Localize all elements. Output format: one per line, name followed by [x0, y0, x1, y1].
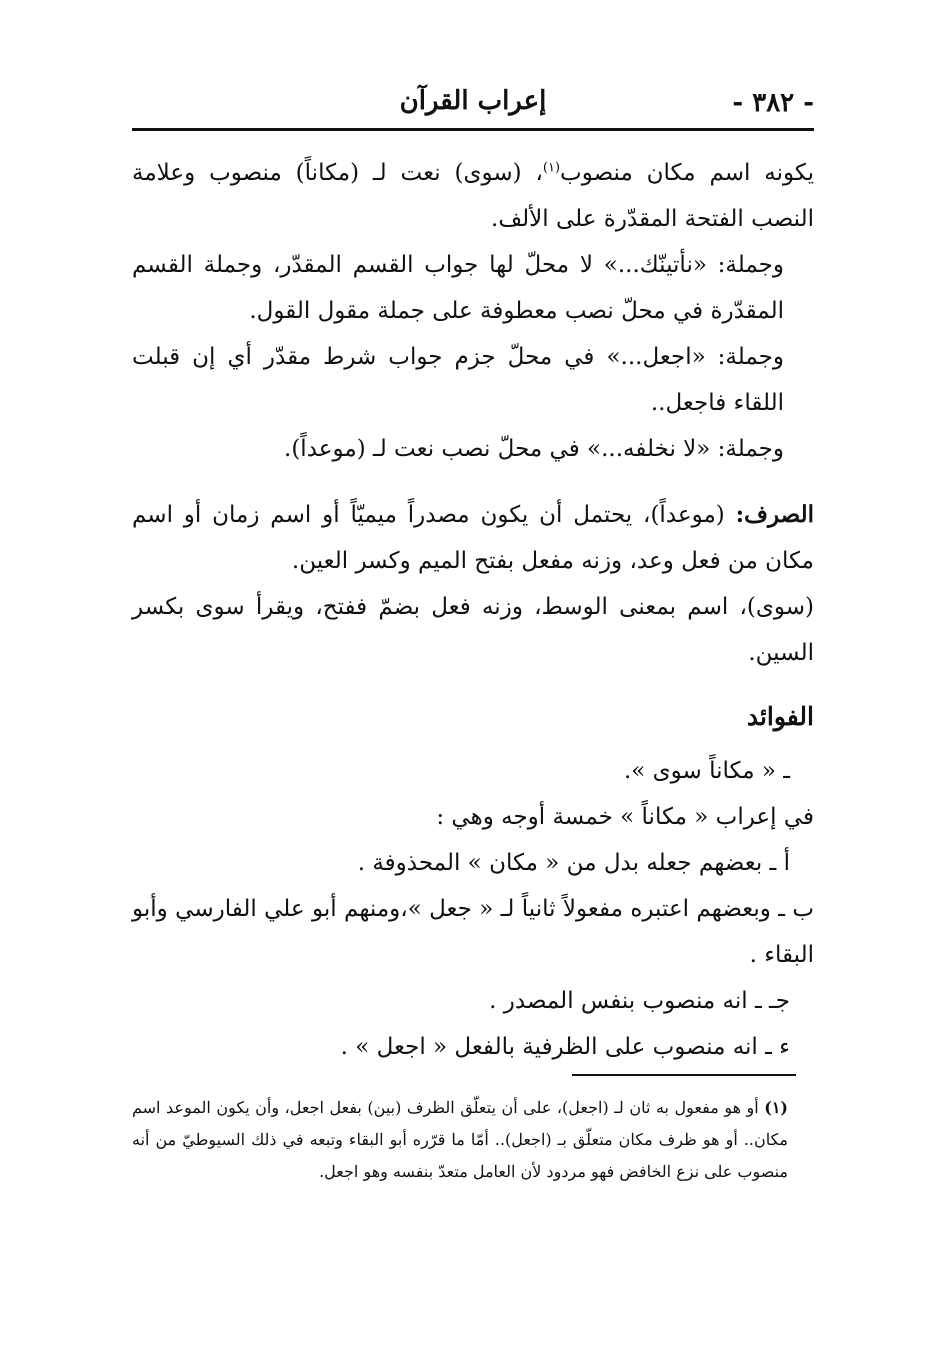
sarf-label: الصرف:	[735, 501, 814, 528]
paragraph-1-text: يكونه اسم مكان منصوب	[560, 160, 814, 186]
footnote-rule	[572, 1074, 796, 1076]
running-title: إعراب القرآن	[399, 86, 547, 116]
header-rule	[132, 128, 814, 131]
paragraph-6: (سوى)، اسم بمعنى الوسط، وزنه فعل بضمّ ففتح، ويقرأ سوى بكسر السين.	[132, 594, 814, 666]
footnote-marker: (١)	[764, 1098, 788, 1117]
paragraph-2: وجملة: «نأتينّك...» لا محلّ لها جواب القسم المقدّر، وجملة القسم المقدّرة في محلّ نصب معطوفة على جملة مقول القول.	[132, 252, 784, 324]
paragraph-4: وجملة: «لا نخلفه...» في محلّ نصب نعت لـ (موعداً).	[284, 436, 784, 462]
footnote-paragraph	[132, 1092, 814, 1188]
footnote-text: أو هو مفعول به ثان لـ (اجعل)، على أن يتعلّق الظرف (بين) بفعل اجعل، وأن يكون الموعد اسم مكان.. أو هو ظرف مكان متعلّق بـ (اجعل).. أمّا ما قرّره أبو البقاء وتبعه في ذلك السيوطيّ من أنه منصوب على نزع الخافض فهو مردود لأن العامل متعدّ بنفسه وهو اجعل.	[132, 1098, 788, 1181]
paragraph-1-rest: ، (سوى) نعت لـ (مكاناً) منصوب وعلامة النصب الفتحة المقدّرة على الألف.	[132, 160, 814, 232]
fawaid-item-3: أ ـ بعضهم جعله بدل من « مكان » المحذوفة .	[357, 850, 790, 876]
fawaid-item-1: ـ « مكاناً سوى ».	[623, 758, 790, 784]
sarf-paragraph	[132, 492, 814, 584]
page-number: - ٣٨٢ -	[732, 88, 814, 118]
fawaid-heading: الفوائد	[746, 702, 814, 731]
footnote-reference: (١)	[542, 160, 561, 176]
body-text	[132, 150, 814, 1070]
fawaid-item-2: في إعراب « مكاناً » خمسة أوجه وهي :	[436, 804, 814, 830]
fawaid-item-6: ء ـ انه منصوب على الظرفية بالفعل « اجعل » .	[340, 1034, 790, 1060]
footnote	[132, 1092, 814, 1188]
fawaid-item-5: جـ ـ انه منصوب بنفس المصدر .	[489, 988, 790, 1014]
paragraph-3: وجملة: «اجعل...» في محلّ جزم جواب شرط مقدّر أي إن قبلت اللقاء فاجعل..	[132, 344, 784, 416]
sarf-text: (موعداً)، يحتمل أن يكون مصدراً ميميّاً أو اسم زمان أو اسم مكان من فعل وعد، وزنه مفعل بفتح الميم وكسر العين.	[132, 502, 814, 574]
paragraph-1	[132, 150, 814, 242]
page-header	[132, 80, 814, 128]
fawaid-item-4: ب ـ وبعضهم اعتبره مفعولاً ثانياً لـ « جعل »،ومنهم أبو علي الفارسي وأبو البقاء .	[132, 896, 814, 968]
